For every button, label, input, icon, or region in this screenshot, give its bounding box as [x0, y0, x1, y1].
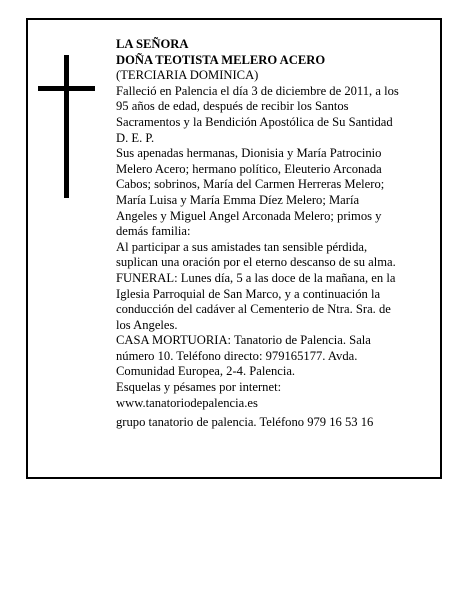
request-line: suplican una oración por el eterno descanso de su alma.	[116, 255, 396, 270]
deceased-affiliation: (TERCIARIA DOMINICA)	[116, 68, 259, 83]
funeral-line: conducción del cadáver al Cementerio de Ntra. Sra. de	[116, 302, 391, 317]
cross-icon-crossbar	[38, 86, 95, 91]
mortuary-line: Comunidad Europea, 2-4. Palencia.	[116, 364, 296, 379]
footer-contact: grupo tanatorio de palencia. Teléfono 979 16 53 16	[116, 415, 374, 430]
family-line: Cabos; sobrinos, María del Carmen Herreras Melero;	[116, 177, 385, 192]
mortuary-line: CASA MORTUORIA: Tanatorio de Palencia. Sala	[116, 333, 371, 348]
obituary-text	[116, 37, 426, 431]
family-line: Angeles y Miguel Angel Arconada Melero; primos y	[116, 208, 382, 223]
notice-heading: LA SEÑORA	[116, 37, 189, 51]
cross-icon	[64, 55, 69, 198]
death-announcement-line: D. E. P.	[116, 130, 155, 145]
family-line: Melero Acero; hermano político, Eleuterio Arconada	[116, 161, 382, 176]
family-line: Sus apenadas hermanas, Dionisia y María Patrocinio	[116, 146, 382, 161]
funeral-line: FUNERAL: Lunes día, 5 a las doce de la mañana, en la	[116, 270, 396, 285]
mortuary-line: número 10. Teléfono directo: 979165177. Avda.	[116, 348, 358, 363]
family-line: María Luisa y María Emma Díez Melero; María	[116, 192, 360, 207]
website-link: www.tanatoriodepalencia.es	[116, 395, 258, 410]
deceased-name: DOÑA TEOTISTA MELERO ACERO	[116, 52, 326, 67]
death-announcement-line: Sacramentos y la Bendición Apostólica de Su Santidad	[116, 114, 393, 129]
internet-line: Esquelas y pésames por internet:	[116, 380, 282, 395]
death-announcement-line: 95 años de edad, después de recibir los Santos	[116, 99, 349, 114]
funeral-line: los Angeles.	[116, 317, 178, 332]
death-announcement-line: Falleció en Palencia el día 3 de diciembre de 2011, a los	[116, 83, 399, 98]
family-line: demás familia:	[116, 224, 191, 239]
funeral-line: Iglesia Parroquial de San Marco, y a continuación la	[116, 286, 381, 301]
request-line: Al participar a sus amistades tan sensible pérdida,	[116, 239, 368, 254]
